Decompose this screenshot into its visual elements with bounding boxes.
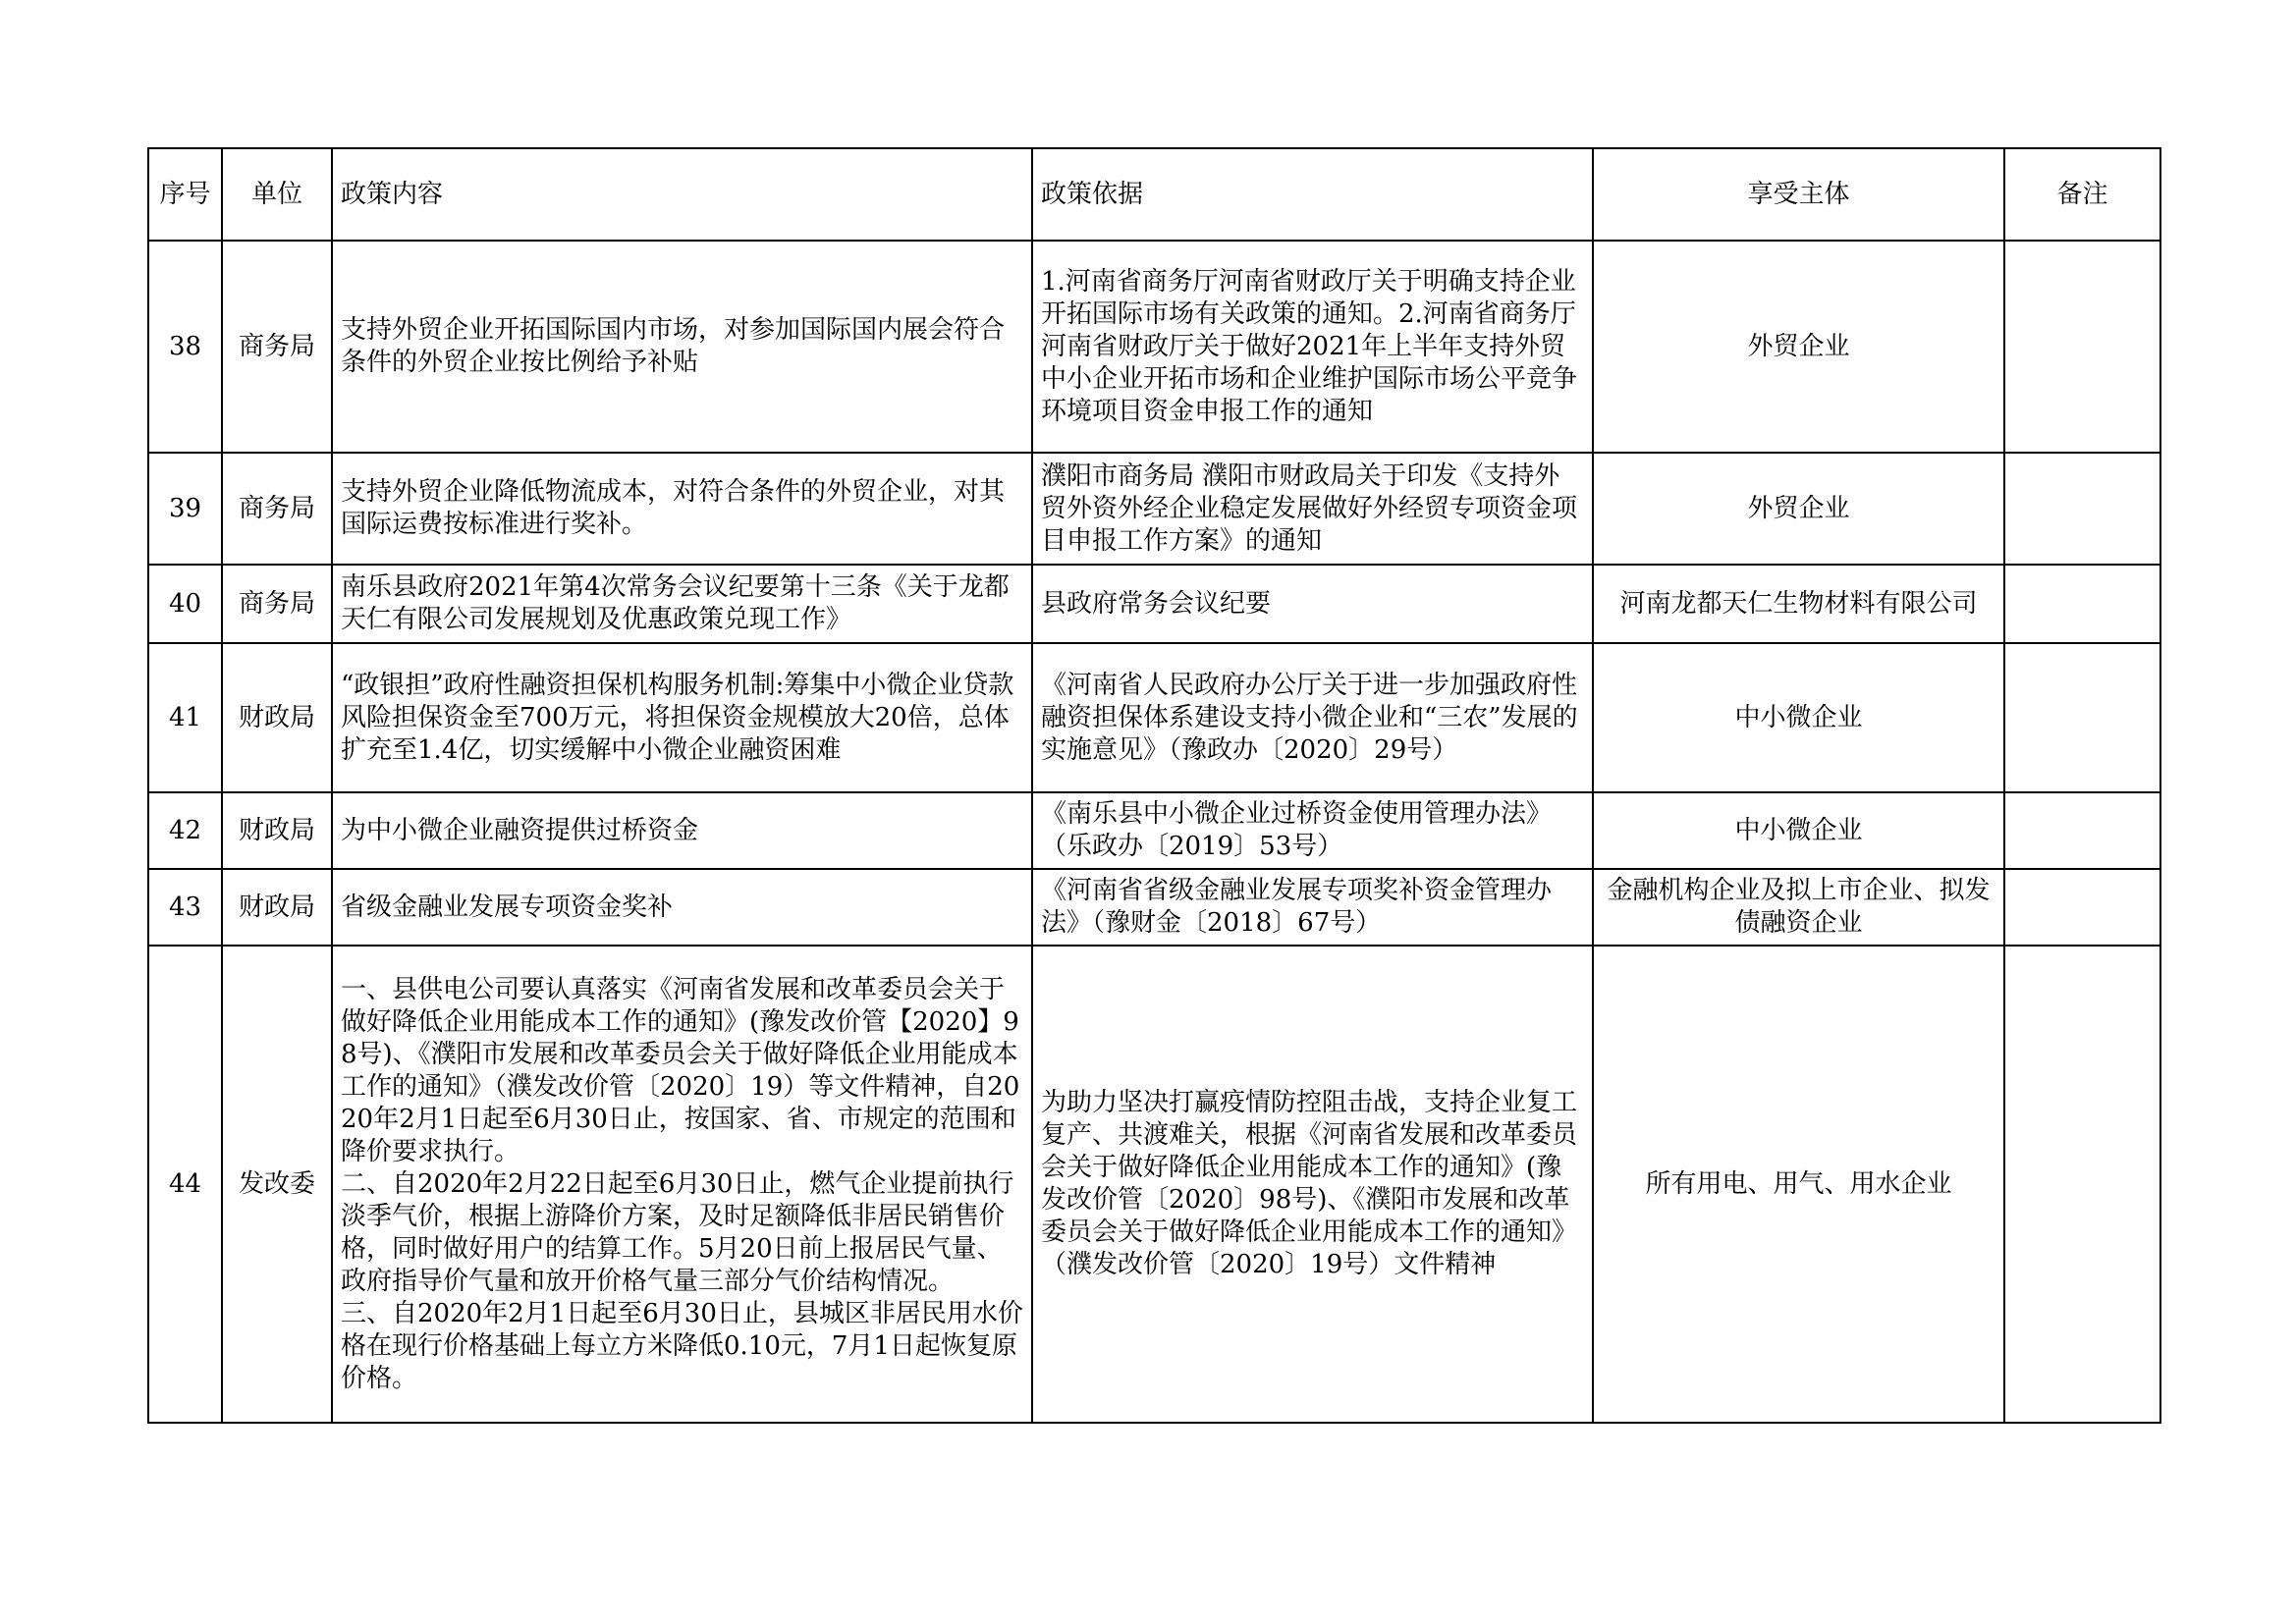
row-remark (2004, 643, 2160, 792)
header-unit: 单位 (222, 148, 332, 241)
row-unit: 财政局 (222, 792, 332, 869)
header-basis: 政策依据 (1032, 148, 1593, 241)
row-beneficiary: 中小微企业 (1593, 792, 2004, 869)
row-seq: 38 (148, 241, 222, 453)
row-content: 为中小微企业融资提供过桥资金 (332, 792, 1032, 869)
table-row (148, 453, 2160, 565)
row-basis: 为助力坚决打赢疫情防控阻击战，支持企业复工复产、共渡难关，根据《河南省发展和改革委员会关于做好降低企业用能成本工作的通知》(豫发改价管〔2020〕98号)、《濮阳市发展和改革委员会关于做好降低企业用能成本工作的通知》（濮发改价管〔2020〕19号）文件精神 (1032, 946, 1593, 1423)
row-unit: 商务局 (222, 453, 332, 565)
row-seq: 43 (148, 869, 222, 946)
row-basis: 1.河南省商务厅河南省财政厅关于明确支持企业开拓国际市场有关政策的通知。2.河南省商务厅河南省财政厅关于做好2021年上半年支持外贸中小企业开拓市场和企业维护国际市场公平竞争环境项目资金申报工作的通知 (1032, 241, 1593, 453)
row-unit: 财政局 (222, 643, 332, 792)
row-unit: 发改委 (222, 946, 332, 1423)
row-seq: 40 (148, 565, 222, 643)
row-remark (2004, 792, 2160, 869)
table-row (148, 946, 2160, 1423)
table-row (148, 643, 2160, 792)
row-beneficiary: 金融机构企业及拟上市企业、拟发债融资企业 (1593, 869, 2004, 946)
row-beneficiary: 所有用电、用气、用水企业 (1593, 946, 2004, 1423)
row-content: 支持外贸企业开拓国际国内市场，对参加国际国内展会符合条件的外贸企业按比例给予补贴 (332, 241, 1032, 453)
row-seq: 44 (148, 946, 222, 1423)
row-content: 一、县供电公司要认真落实《河南省发展和改革委员会关于做好降低企业用能成本工作的通知》(豫发改价管【2020】98号)、《濮阳市发展和改革委员会关于做好降低企业用能成本工作的通知》（濮发改价管〔2020〕19）等文件精神，自2020年2月1日起至6月30日止，按国家、省、市规定的范围和降价要求执行。 二、自2020年2月22日起至6月30日止，燃气企业提前执行淡季气价，根据上游降价方案，及时足额降低非居民销售价格，同时做好用户的结算工作。5月20日前上报居民气量、政府指导价气量和放开价格气量三部分气价结构情况。 三、自2020年2月1日起至6月30日止，县城区非居民用水价格在现行价格基础上每立方米降低0.10元，7月1日起恢复原价格。 (332, 946, 1032, 1423)
row-content: 省级金融业发展专项资金奖补 (332, 869, 1032, 946)
row-beneficiary: 河南龙都天仁生物材料有限公司 (1593, 565, 2004, 643)
header-remark: 备注 (2004, 148, 2160, 241)
row-content: “政银担”政府性融资担保机构服务机制:筹集中小微企业贷款风险担保资金至700万元，将担保资金规模放大20倍，总体扩充至1.4亿，切实缓解中小微企业融资困难 (332, 643, 1032, 792)
row-seq: 42 (148, 792, 222, 869)
row-beneficiary: 中小微企业 (1593, 643, 2004, 792)
header-content: 政策内容 (332, 148, 1032, 241)
row-basis: 《河南省人民政府办公厅关于进一步加强政府性融资担保体系建设支持小微企业和“三农”发展的实施意见》（豫政办〔2020〕29号） (1032, 643, 1593, 792)
table-header-row (148, 148, 2160, 241)
row-unit: 商务局 (222, 565, 332, 643)
table-row (148, 792, 2160, 869)
row-remark (2004, 946, 2160, 1423)
row-remark (2004, 453, 2160, 565)
row-remark (2004, 869, 2160, 946)
row-basis: 濮阳市商务局 濮阳市财政局关于印发《支持外贸外资外经企业稳定发展做好外经贸专项资金项目申报工作方案》的通知 (1032, 453, 1593, 565)
policy-table (147, 147, 2161, 1424)
row-basis: 《南乐县中小微企业过桥资金使用管理办法》（乐政办〔2019〕53号） (1032, 792, 1593, 869)
row-remark (2004, 241, 2160, 453)
table-row (148, 869, 2160, 946)
row-content: 支持外贸企业降低物流成本，对符合条件的外贸企业，对其国际运费按标准进行奖补。 (332, 453, 1032, 565)
row-beneficiary: 外贸企业 (1593, 241, 2004, 453)
row-seq: 39 (148, 453, 222, 565)
row-content: 南乐县政府2021年第4次常务会议纪要第十三条《关于龙都天仁有限公司发展规划及优惠政策兑现工作》 (332, 565, 1032, 643)
table-row (148, 241, 2160, 453)
header-beneficiary: 享受主体 (1593, 148, 2004, 241)
row-beneficiary: 外贸企业 (1593, 453, 2004, 565)
row-basis: 《河南省省级金融业发展专项奖补资金管理办法》（豫财金〔2018〕67号） (1032, 869, 1593, 946)
row-basis: 县政府常务会议纪要 (1032, 565, 1593, 643)
row-unit: 财政局 (222, 869, 332, 946)
row-remark (2004, 565, 2160, 643)
header-seq: 序号 (148, 148, 222, 241)
row-unit: 商务局 (222, 241, 332, 453)
table-row (148, 565, 2160, 643)
row-seq: 41 (148, 643, 222, 792)
